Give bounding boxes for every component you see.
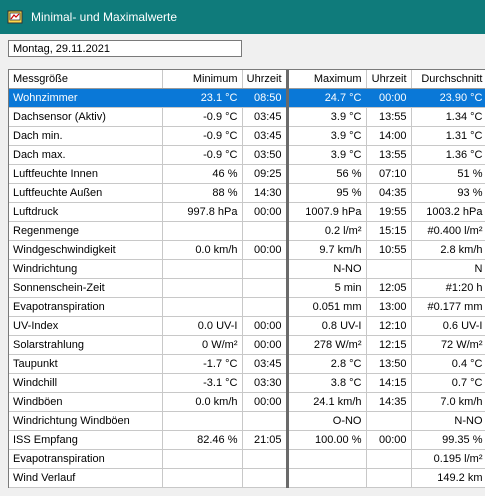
cell-messgroesse: Taupunkt [9, 355, 162, 374]
cell-durchschnitt: 72 W/m² [411, 336, 485, 355]
table-row[interactable] [9, 108, 485, 127]
cell-uhrzeit-max: 12:15 [366, 336, 411, 355]
cell-uhrzeit-max: 13:50 [366, 355, 411, 374]
cell-uhrzeit-max [366, 450, 411, 469]
cell-maximum: O-NO [287, 412, 366, 431]
table-header-row [9, 70, 485, 89]
cell-maximum: 0.2 l/m² [287, 222, 366, 241]
cell-durchschnitt: 1.34 °C [411, 108, 485, 127]
table-row[interactable] [9, 317, 485, 336]
table-row[interactable] [9, 336, 485, 355]
table-row[interactable] [9, 298, 485, 317]
table-row[interactable] [9, 393, 485, 412]
cell-maximum: 95 % [287, 184, 366, 203]
column-header-uhrzeit-max[interactable]: Uhrzeit [366, 70, 411, 89]
cell-durchschnitt: N-NO [411, 412, 485, 431]
cell-messgroesse: UV-Index [9, 317, 162, 336]
table-row[interactable] [9, 374, 485, 393]
cell-messgroesse: Windrichtung [9, 260, 162, 279]
cell-messgroesse: Dachsensor (Aktiv) [9, 108, 162, 127]
app-icon [7, 9, 23, 25]
cell-durchschnitt: 0.7 °C [411, 374, 485, 393]
cell-minimum [162, 279, 242, 298]
cell-uhrzeit-min: 14:30 [242, 184, 287, 203]
cell-durchschnitt: 1003.2 hPa [411, 203, 485, 222]
cell-uhrzeit-min: 03:45 [242, 108, 287, 127]
cell-messgroesse: Luftdruck [9, 203, 162, 222]
cell-uhrzeit-min: 03:30 [242, 374, 287, 393]
cell-minimum [162, 412, 242, 431]
cell-minimum [162, 298, 242, 317]
window-title: Minimal- und Maximalwerte [31, 10, 178, 24]
table-body [9, 89, 485, 488]
cell-messgroesse: Wind Verlauf [9, 469, 162, 488]
cell-uhrzeit-max: 12:10 [366, 317, 411, 336]
table-row[interactable] [9, 241, 485, 260]
cell-minimum: 82.46 % [162, 431, 242, 450]
cell-minimum: -0.9 °C [162, 146, 242, 165]
cell-uhrzeit-min [242, 222, 287, 241]
cell-messgroesse: Windrichtung Windböen [9, 412, 162, 431]
cell-maximum: 100.00 % [287, 431, 366, 450]
cell-messgroesse: Windgeschwindigkeit [9, 241, 162, 260]
cell-uhrzeit-min: 00:00 [242, 241, 287, 260]
cell-uhrzeit-max: 15:15 [366, 222, 411, 241]
cell-uhrzeit-min: 03:50 [242, 146, 287, 165]
title-bar[interactable] [0, 0, 485, 34]
table-row[interactable] [9, 165, 485, 184]
cell-maximum: 24.1 km/h [287, 393, 366, 412]
column-header-minimum[interactable]: Minimum [162, 70, 242, 89]
cell-uhrzeit-max: 12:05 [366, 279, 411, 298]
table-row[interactable] [9, 412, 485, 431]
cell-messgroesse: Dach max. [9, 146, 162, 165]
cell-minimum: 0.0 km/h [162, 393, 242, 412]
cell-uhrzeit-min: 21:05 [242, 431, 287, 450]
cell-uhrzeit-min: 08:50 [242, 89, 287, 108]
cell-messgroesse: Sonnenschein-Zeit [9, 279, 162, 298]
table-row[interactable] [9, 355, 485, 374]
cell-durchschnitt: 23.90 °C [411, 89, 485, 108]
cell-minimum: -0.9 °C [162, 127, 242, 146]
cell-minimum: 0 W/m² [162, 336, 242, 355]
cell-durchschnitt: 0.4 °C [411, 355, 485, 374]
cell-uhrzeit-max: 00:00 [366, 431, 411, 450]
cell-uhrzeit-min: 09:25 [242, 165, 287, 184]
cell-durchschnitt: 99.35 % [411, 431, 485, 450]
table-row[interactable] [9, 469, 485, 488]
cell-minimum: 997.8 hPa [162, 203, 242, 222]
cell-minimum: 46 % [162, 165, 242, 184]
table-row[interactable] [9, 203, 485, 222]
cell-maximum: 0.8 UV-I [287, 317, 366, 336]
cell-durchschnitt: 0.195 l/m² [411, 450, 485, 469]
cell-uhrzeit-max: 13:55 [366, 146, 411, 165]
cell-minimum [162, 469, 242, 488]
cell-durchschnitt: N [411, 260, 485, 279]
cell-messgroesse: Wohnzimmer [9, 89, 162, 108]
cell-minimum: -0.9 °C [162, 108, 242, 127]
cell-durchschnitt: 149.2 km [411, 469, 485, 488]
cell-uhrzeit-min: 03:45 [242, 127, 287, 146]
cell-minimum: -3.1 °C [162, 374, 242, 393]
cell-uhrzeit-min [242, 412, 287, 431]
cell-uhrzeit-max: 14:00 [366, 127, 411, 146]
cell-uhrzeit-max: 10:55 [366, 241, 411, 260]
cell-minimum: 0.0 UV-I [162, 317, 242, 336]
cell-uhrzeit-min [242, 469, 287, 488]
table-row[interactable] [9, 184, 485, 203]
table-row[interactable] [9, 260, 485, 279]
cell-durchschnitt: 1.36 °C [411, 146, 485, 165]
cell-uhrzeit-max: 14:15 [366, 374, 411, 393]
cell-minimum: 88 % [162, 184, 242, 203]
cell-maximum [287, 469, 366, 488]
cell-maximum: 2.8 °C [287, 355, 366, 374]
cell-uhrzeit-max: 07:10 [366, 165, 411, 184]
table-row[interactable] [9, 146, 485, 165]
cell-messgroesse: Dach min. [9, 127, 162, 146]
cell-minimum: -1.7 °C [162, 355, 242, 374]
table-row[interactable] [9, 89, 485, 108]
cell-messgroesse: Solarstrahlung [9, 336, 162, 355]
cell-durchschnitt: 0.6 UV-I [411, 317, 485, 336]
cell-maximum: 0.051 mm [287, 298, 366, 317]
table-row[interactable] [9, 450, 485, 469]
cell-minimum: 0.0 km/h [162, 241, 242, 260]
table-row[interactable] [9, 222, 485, 241]
column-header-uhrzeit-min[interactable]: Uhrzeit [242, 70, 287, 89]
cell-minimum: 23.1 °C [162, 89, 242, 108]
cell-maximum: 24.7 °C [287, 89, 366, 108]
cell-uhrzeit-min: 00:00 [242, 317, 287, 336]
cell-uhrzeit-min: 00:00 [242, 203, 287, 222]
cell-uhrzeit-max: 13:00 [366, 298, 411, 317]
cell-minimum [162, 222, 242, 241]
cell-messgroesse: Windböen [9, 393, 162, 412]
cell-maximum: 9.7 km/h [287, 241, 366, 260]
cell-uhrzeit-max: 00:00 [366, 89, 411, 108]
cell-minimum [162, 450, 242, 469]
cell-maximum: 278 W/m² [287, 336, 366, 355]
cell-uhrzeit-min: 00:00 [242, 336, 287, 355]
cell-durchschnitt: #1:20 h [411, 279, 485, 298]
cell-maximum: N-NO [287, 260, 366, 279]
cell-uhrzeit-max [366, 260, 411, 279]
cell-uhrzeit-max: 19:55 [366, 203, 411, 222]
cell-uhrzeit-min [242, 450, 287, 469]
cell-maximum: 3.9 °C [287, 108, 366, 127]
cell-messgroesse: Luftfeuchte Außen [9, 184, 162, 203]
date-field[interactable]: Montag, 29.11.2021 [8, 40, 242, 57]
table-row[interactable] [9, 279, 485, 298]
cell-uhrzeit-max [366, 469, 411, 488]
cell-durchschnitt: 2.8 km/h [411, 241, 485, 260]
cell-messgroesse: ISS Empfang [9, 431, 162, 450]
cell-messgroesse: Luftfeuchte Innen [9, 165, 162, 184]
table-row[interactable] [9, 431, 485, 450]
cell-uhrzeit-max: 04:35 [366, 184, 411, 203]
cell-durchschnitt: 51 % [411, 165, 485, 184]
table-row[interactable] [9, 127, 485, 146]
cell-maximum: 3.8 °C [287, 374, 366, 393]
cell-maximum: 5 min [287, 279, 366, 298]
cell-uhrzeit-min: 00:00 [242, 393, 287, 412]
cell-maximum: 1007.9 hPa [287, 203, 366, 222]
cell-uhrzeit-max: 13:55 [366, 108, 411, 127]
cell-messgroesse: Regenmenge [9, 222, 162, 241]
cell-maximum: 3.9 °C [287, 127, 366, 146]
column-header-messgroesse[interactable]: Messgröße [9, 70, 162, 89]
cell-uhrzeit-min [242, 260, 287, 279]
cell-uhrzeit-max: 14:35 [366, 393, 411, 412]
cell-maximum: 56 % [287, 165, 366, 184]
cell-uhrzeit-max [366, 412, 411, 431]
cell-messgroesse: Evapotranspiration [9, 298, 162, 317]
column-header-maximum[interactable]: Maximum [287, 70, 366, 89]
cell-uhrzeit-min: 03:45 [242, 355, 287, 374]
cell-messgroesse: Evapotranspiration [9, 450, 162, 469]
cell-messgroesse: Windchill [9, 374, 162, 393]
min-max-table [8, 69, 485, 488]
cell-uhrzeit-min [242, 279, 287, 298]
cell-durchschnitt: #0.177 mm [411, 298, 485, 317]
cell-durchschnitt: 1.31 °C [411, 127, 485, 146]
cell-durchschnitt: #0.400 l/m² [411, 222, 485, 241]
cell-minimum [162, 260, 242, 279]
cell-durchschnitt: 7.0 km/h [411, 393, 485, 412]
column-header-durchschnitt[interactable]: Durchschnitt [411, 70, 485, 89]
cell-maximum [287, 450, 366, 469]
cell-maximum: 3.9 °C [287, 146, 366, 165]
cell-durchschnitt: 93 % [411, 184, 485, 203]
cell-uhrzeit-min [242, 298, 287, 317]
